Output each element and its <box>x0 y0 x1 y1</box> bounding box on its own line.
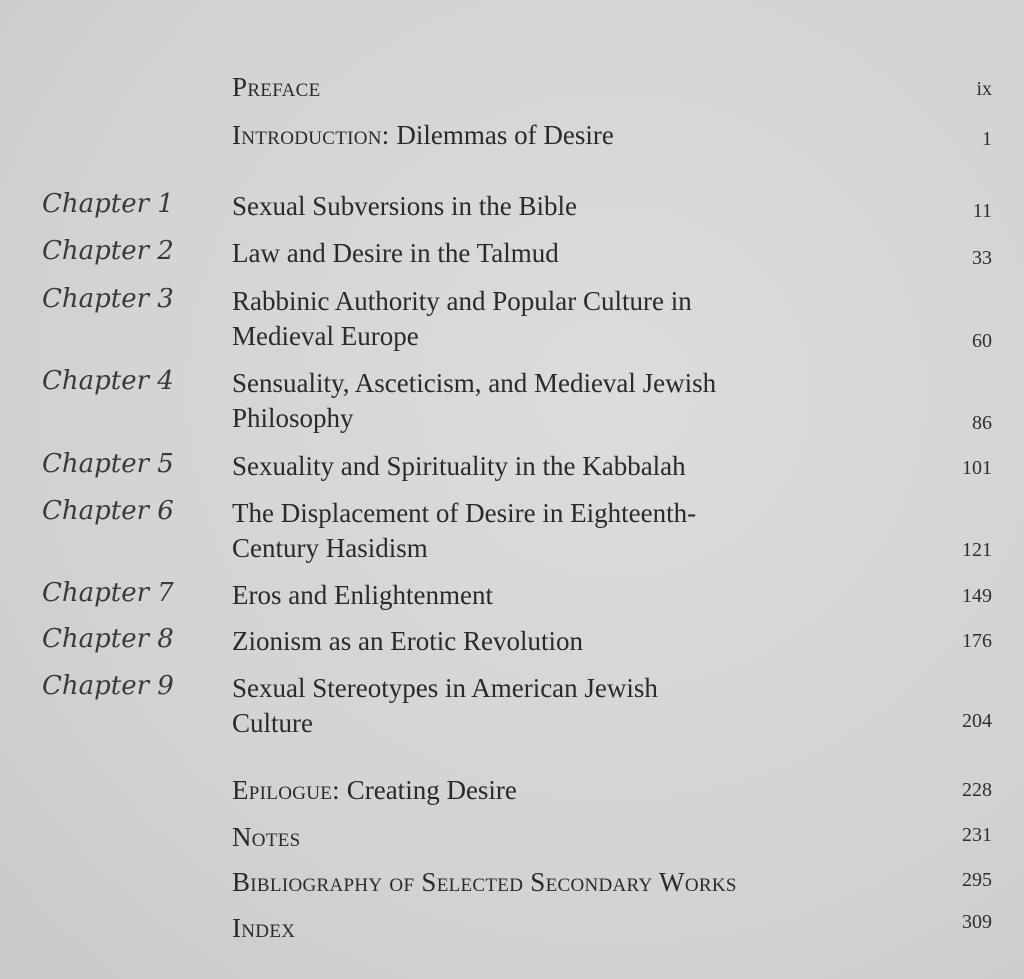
toc-page-number: 204 <box>962 710 992 732</box>
toc-page-number: 149 <box>962 585 992 607</box>
toc-page-number: 121 <box>962 539 992 561</box>
toc-page-number: 228 <box>962 779 992 801</box>
toc-entry-title <box>232 578 872 613</box>
toc-title-smallcaps: Bibliography of Selected Secondary Works <box>232 867 737 897</box>
toc-page-number: 1 <box>982 128 992 150</box>
chapter-label: Chapter 1 <box>42 189 174 219</box>
toc-entry-title <box>232 189 872 224</box>
toc-page-number: 231 <box>962 824 992 846</box>
toc-title-line: Sexuality and Spirituality in the Kabbalah <box>232 451 686 481</box>
chapter-label: Chapter 6 <box>42 496 174 526</box>
chapter-label: Chapter 4 <box>42 366 174 396</box>
toc-entry-title <box>232 496 872 566</box>
toc-entry-title <box>232 449 872 484</box>
toc-page-number: ix <box>976 78 992 100</box>
chapter-label: Chapter 7 <box>42 578 174 608</box>
toc-entry-title <box>232 820 872 855</box>
toc-title-line: Sensuality, Asceticism, and Medieval Jewish <box>232 368 717 398</box>
toc-title-line: Century Hasidism <box>232 533 428 563</box>
toc-entry-title <box>232 118 872 153</box>
chapter-label: Chapter 5 <box>42 449 174 479</box>
chapter-label: Chapter 9 <box>42 671 174 701</box>
toc-title-line: Zionism as an Erotic Revolution <box>232 626 583 656</box>
toc-entry-title <box>232 366 872 436</box>
toc-entry-title <box>232 865 872 900</box>
toc-entry-title <box>232 624 872 659</box>
toc-title-smallcaps: Notes <box>232 822 301 852</box>
toc-title-rest: Dilemmas of Desire <box>389 120 614 150</box>
toc-title-smallcaps: Introduction: <box>232 120 390 150</box>
toc-page-number: 33 <box>972 247 992 269</box>
toc-page-number: 309 <box>962 911 992 933</box>
toc-page-number: 176 <box>962 630 992 652</box>
toc-page-number: 295 <box>962 869 992 891</box>
toc-title-line: The Displacement of Desire in Eighteenth- <box>232 498 697 528</box>
toc-entry-title <box>232 70 872 105</box>
toc-title-line: Medieval Europe <box>232 321 419 351</box>
toc-title-smallcaps: Epilogue: <box>232 775 340 805</box>
toc-title-line: Culture <box>232 708 313 738</box>
toc-page-number: 101 <box>962 457 992 479</box>
toc-title-line: Law and Desire in the Talmud <box>232 238 559 268</box>
toc-title-text: Preface <box>232 72 321 102</box>
chapter-label: Chapter 3 <box>42 284 174 314</box>
toc-entry-title <box>232 236 872 271</box>
toc-entry-title <box>232 284 872 354</box>
toc-title-line: Philosophy <box>232 403 354 433</box>
toc-title-line: Sexual Subversions in the Bible <box>232 191 577 221</box>
toc-page-number: 86 <box>972 412 992 434</box>
toc-page-number: 11 <box>972 200 992 222</box>
toc-title-line: Eros and Enlightenment <box>232 580 493 610</box>
toc-title-rest: Creating Desire <box>339 775 517 805</box>
toc-page-number: 60 <box>972 330 992 352</box>
toc-entry-title <box>232 671 872 741</box>
toc-title-line: Rabbinic Authority and Popular Culture in <box>232 286 692 316</box>
chapter-label: Chapter 2 <box>42 236 174 266</box>
toc-title-line: Sexual Stereotypes in American Jewish <box>232 673 658 703</box>
toc-entry-title <box>232 911 872 946</box>
toc-entry-title <box>232 773 872 808</box>
chapter-label: Chapter 8 <box>42 624 174 654</box>
toc-title-smallcaps: Index <box>232 913 296 943</box>
